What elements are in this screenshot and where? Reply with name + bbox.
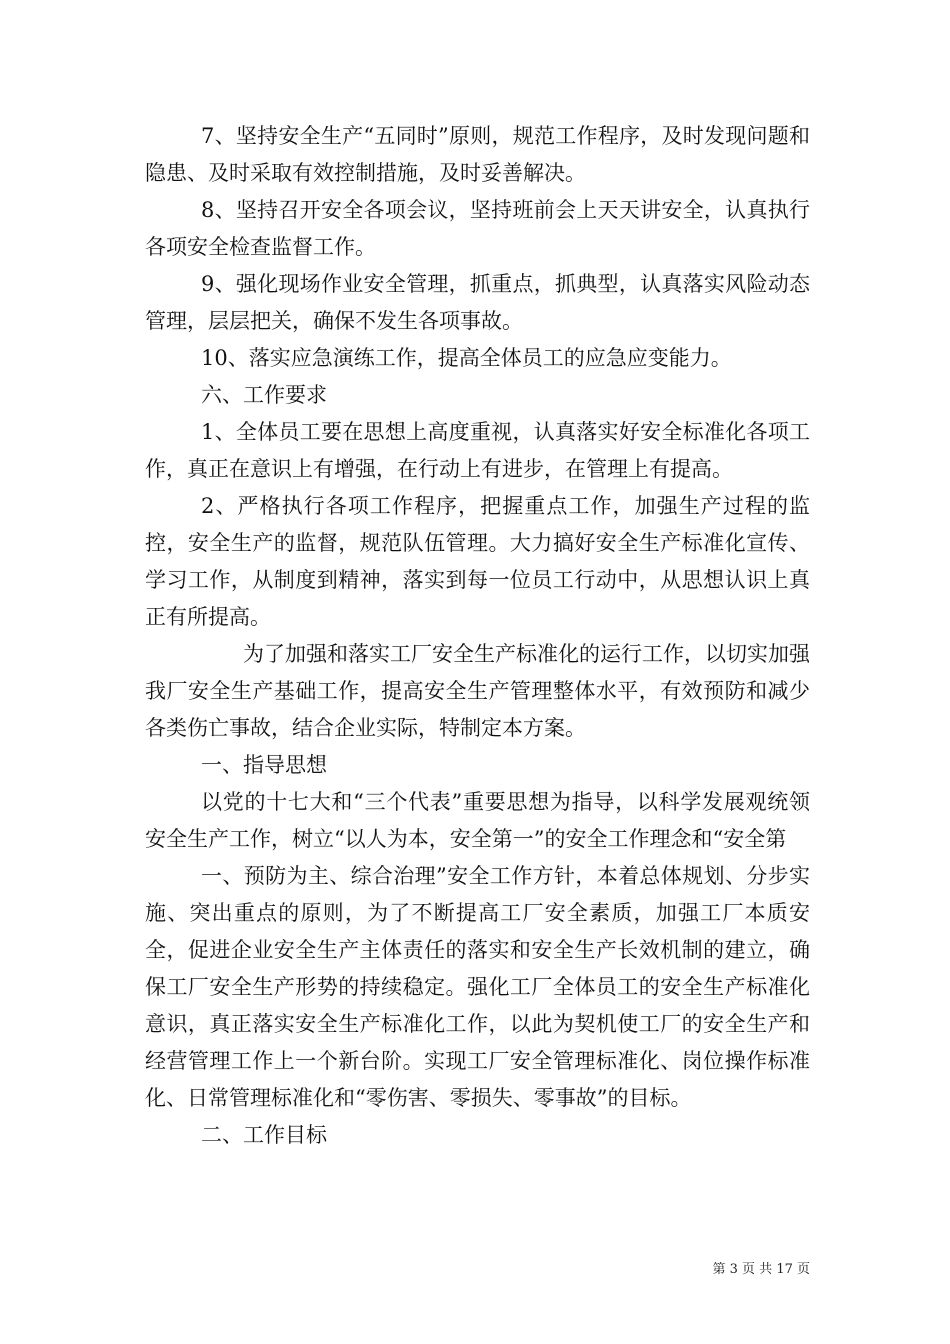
requirement-item-1: 1、全体员工要在思想上高度重视，认真落实好安全标准化各项工作，真正在意识上有增强，在行动上有进步，在管理上有提高。 xyxy=(145,420,810,481)
requirement-item-2: 2、严格执行各项工作程序，把握重点工作，加强生产过程的监控，安全生产的监督，规范队伍管理。大力搞好安全生产标准化宣传、学习工作，从制度到精神，落实到每一位员工行动中，从思想认识上真正有所提高。 xyxy=(145,494,810,629)
intro-paragraph: 为了加强和落实工厂安全生产标准化的运行工作，以切实加强我厂安全生产基础工作，提高安全生产管理整体水平，有效预防和减少各类伤亡事故，结合企业实际，特制定本方案。 xyxy=(145,642,810,740)
guiding-thought-continued: 一、预防为主、综合治理”安全工作方针，本着总体规划、分步实施、突出重点的原则，为了不断提高工厂安全素质，加强工厂本质安全，促进企业安全生产主体责任的落实和安全生产长效机制的建立，确保工厂安全生产形势的持续稳定。强化工厂全体员工的安全生产标准化意识，真正落实安全生产标准化工作，以此为契机使工厂的安全生产和经营管理工作上一个新台阶。实现工厂安全管理标准化、岗位操作标准化、日常管理标准化和“零伤害、零损失、零事故”的目标。 xyxy=(145,864,810,1110)
page-number: 第 3 页 共 17 页 xyxy=(712,1262,810,1277)
paragraph-item-8: 8、坚持召开安全各项会议，坚持班前会上天天讲安全，认真执行各项安全检查监督工作。 xyxy=(145,198,810,259)
paragraph-item-7: 7、坚持安全生产“五同时”原则，规范工作程序，及时发现问题和隐患、及时采取有效控制措施，及时妥善解决。 xyxy=(145,124,810,185)
section-heading-guiding-thought: 一、指导思想 xyxy=(201,753,327,777)
guiding-thought-paragraph: 以党的十七大和“三个代表”重要思想为指导，以科学发展观统领安全生产工作，树立“以人为本，安全第一”的安全工作理念和“安全第 xyxy=(145,790,810,851)
paragraph-item-10: 10、落实应急演练工作，提高全体员工的应急应变能力。 xyxy=(201,346,732,370)
document-body xyxy=(145,118,810,1154)
section-heading-work-goals: 二、工作目标 xyxy=(201,1123,327,1147)
paragraph-item-9: 9、强化现场作业安全管理，抓重点，抓典型，认真落实风险动态管理，层层把关，确保不发生各项事故。 xyxy=(145,272,810,333)
section-heading-requirements: 六、工作要求 xyxy=(201,383,327,407)
